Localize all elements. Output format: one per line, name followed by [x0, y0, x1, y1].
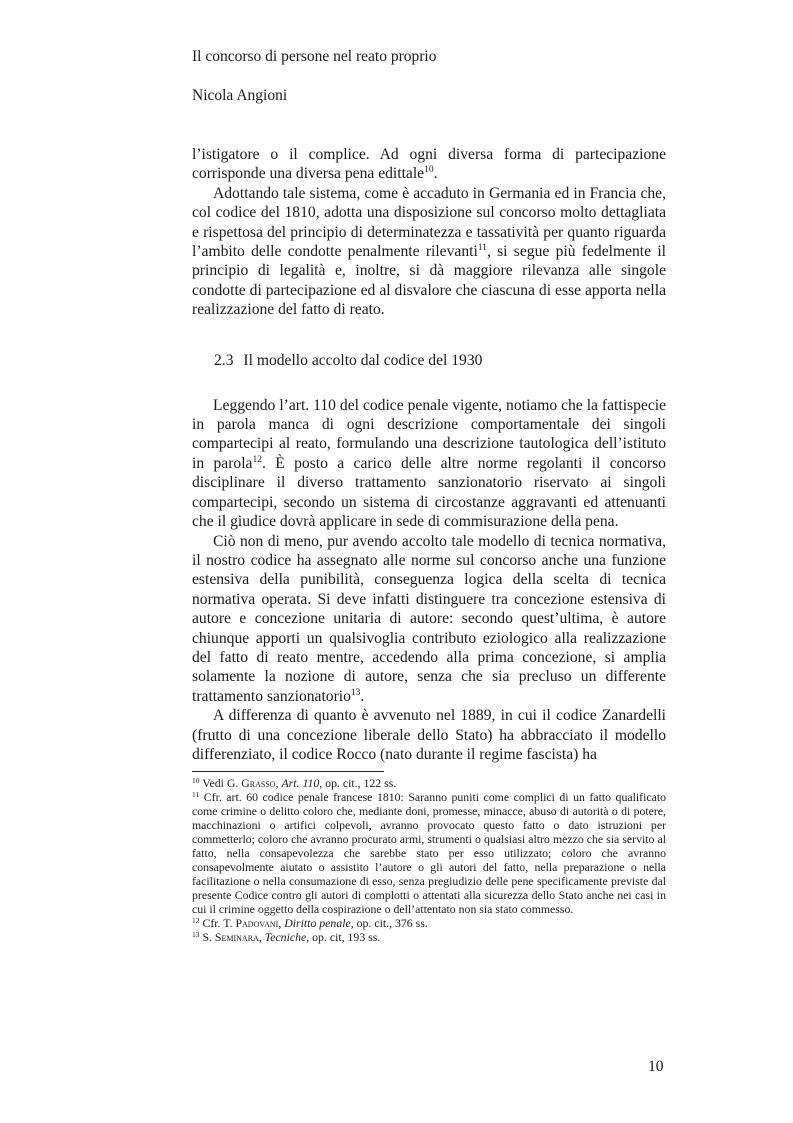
footnote-13: $^{13}$ S. Seminara, Tecniche, op. cit, 193 ss.: [192, 930, 381, 944]
body-text: [192, 145, 666, 764]
footnote-11: $^{11}$ Cfr. art. 60 codice penale francese 1810: Saranno puniti come complici di un fatto qualificato come crimine o delitto coloro che, mediante doni, promesse, minacce, abuso di autorità o di potere, macchinazioni o artifici colpevoli, avranno provocato questo fatto o dato istruzioni per commetterlo; coloro che avranno procurato armi, strumenti o qualsiasi altro mezzo che sia servito al fatto, nella consapevolezza che sarebbe stato per esso utilizzato; coloro che avranno consapevolmente aiutato o assistito l’autore o gli autori del fatto, nella preparazione o nella facilitazione o nella consumazione di esso, senza pregiudizio delle pene specificamente previste dal presente Codice contro gli autori di complotti o attentati alla sicurezza dello Stato anche nei casi in cui il crimine oggetto della cospirazione o dell’attentato non sia stato commesso.: [192, 790, 666, 916]
footnote-12: $^{12}$ Cfr. T. Padovani, Diritto penale, op. cit., 376 ss.: [192, 916, 428, 930]
paragraph-1: l’istigatore o il complice. Ad ogni diversa forma di partecipazione corrisponde una diversa pena edittale$^{10}$.: [192, 146, 666, 183]
paragraph-4: Ciò non di meno, pur avendo accolto tale modello di tecnica normativa, il nostro codice ha assegnato alle norme sul concorso anche una funzione estensiva della punibilità, conseguenza logica della scelta di tecnica normativa operata. Si deve infatti distinguere tra concezione estensiva di autore e concezione unitaria di autore: secondo quest’ultima, è autore chiunque apporti un qualsivoglia contributo eziologico alla realizzazione del fatto di reato mentre, accedendo alla prima concezione, si amplia solamente la nozione di autore, senza che sia precluso un differente trattamento sanzionatorio$^{13}$.: [192, 532, 666, 705]
section-heading: [192, 351, 666, 371]
paragraph-2: Adottando tale sistema, come è accaduto in Germania ed in Francia che, col codice del 1810, adotta una disposizione sul concorso molto dettagliata e rispettosa del principio di determinatezza e tassatività per quanto riguarda l’ambito delle condotte penalmente rilevanti$^{11}$, si segue più fedelmente il principio di legalità e, inoltre, si dà maggiore rilevanza alle singole condotte di partecipazione ed al disvalore che ciascuna di esse apporta nella realizzazione del fatto di reato.: [192, 184, 666, 319]
footnote-ref-10[interactable]: 10: [424, 165, 434, 176]
footnote-10: $^{10}$ Vedi G. Grasso, Art. 110, op. cit., 122 ss.: [192, 776, 397, 790]
page-number: 10: [648, 1058, 664, 1075]
footnote-ref-11[interactable]: 11: [477, 243, 487, 254]
section-title: Il modello accolto dal codice del 1930: [243, 351, 483, 369]
document-header-title: Il concorso di persone nel reato proprio: [192, 48, 437, 65]
paragraph-3: Leggendo l’art. 110 del codice penale vigente, notiamo che la fattispecie in parola manca di ogni descrizione comportamentale dei singoli compartecipi al reato, formulando una descrizione tautologica dell’istituto in parola$^{12}$. È posto a carico delle altre norme regolanti il concorso disciplinare il diverso trattamento sanzionatorio riservato ai singoli compartecipi, secondo un sistema di circostanze aggravanti ed attenuanti che il giudice dovrà applicare in sede di commisurazione della pena.: [192, 396, 666, 531]
paragraph-5: A differenza di quanto è avvenuto nel 1889, in cui il codice Zanardelli (frutto di una concezione liberale dello Stato) ha abbracciato il modello differenziato, il codice Rocco (nato durante il regime fascista) ha: [192, 707, 666, 763]
footnotes: [192, 776, 666, 944]
footnote-ref-12[interactable]: 12: [252, 454, 262, 465]
section-number: 2.3: [214, 351, 234, 369]
footnote-separator: [192, 771, 384, 772]
footnote-ref-13[interactable]: 13: [350, 687, 361, 698]
document-header-author: Nicola Angioni: [192, 87, 288, 104]
